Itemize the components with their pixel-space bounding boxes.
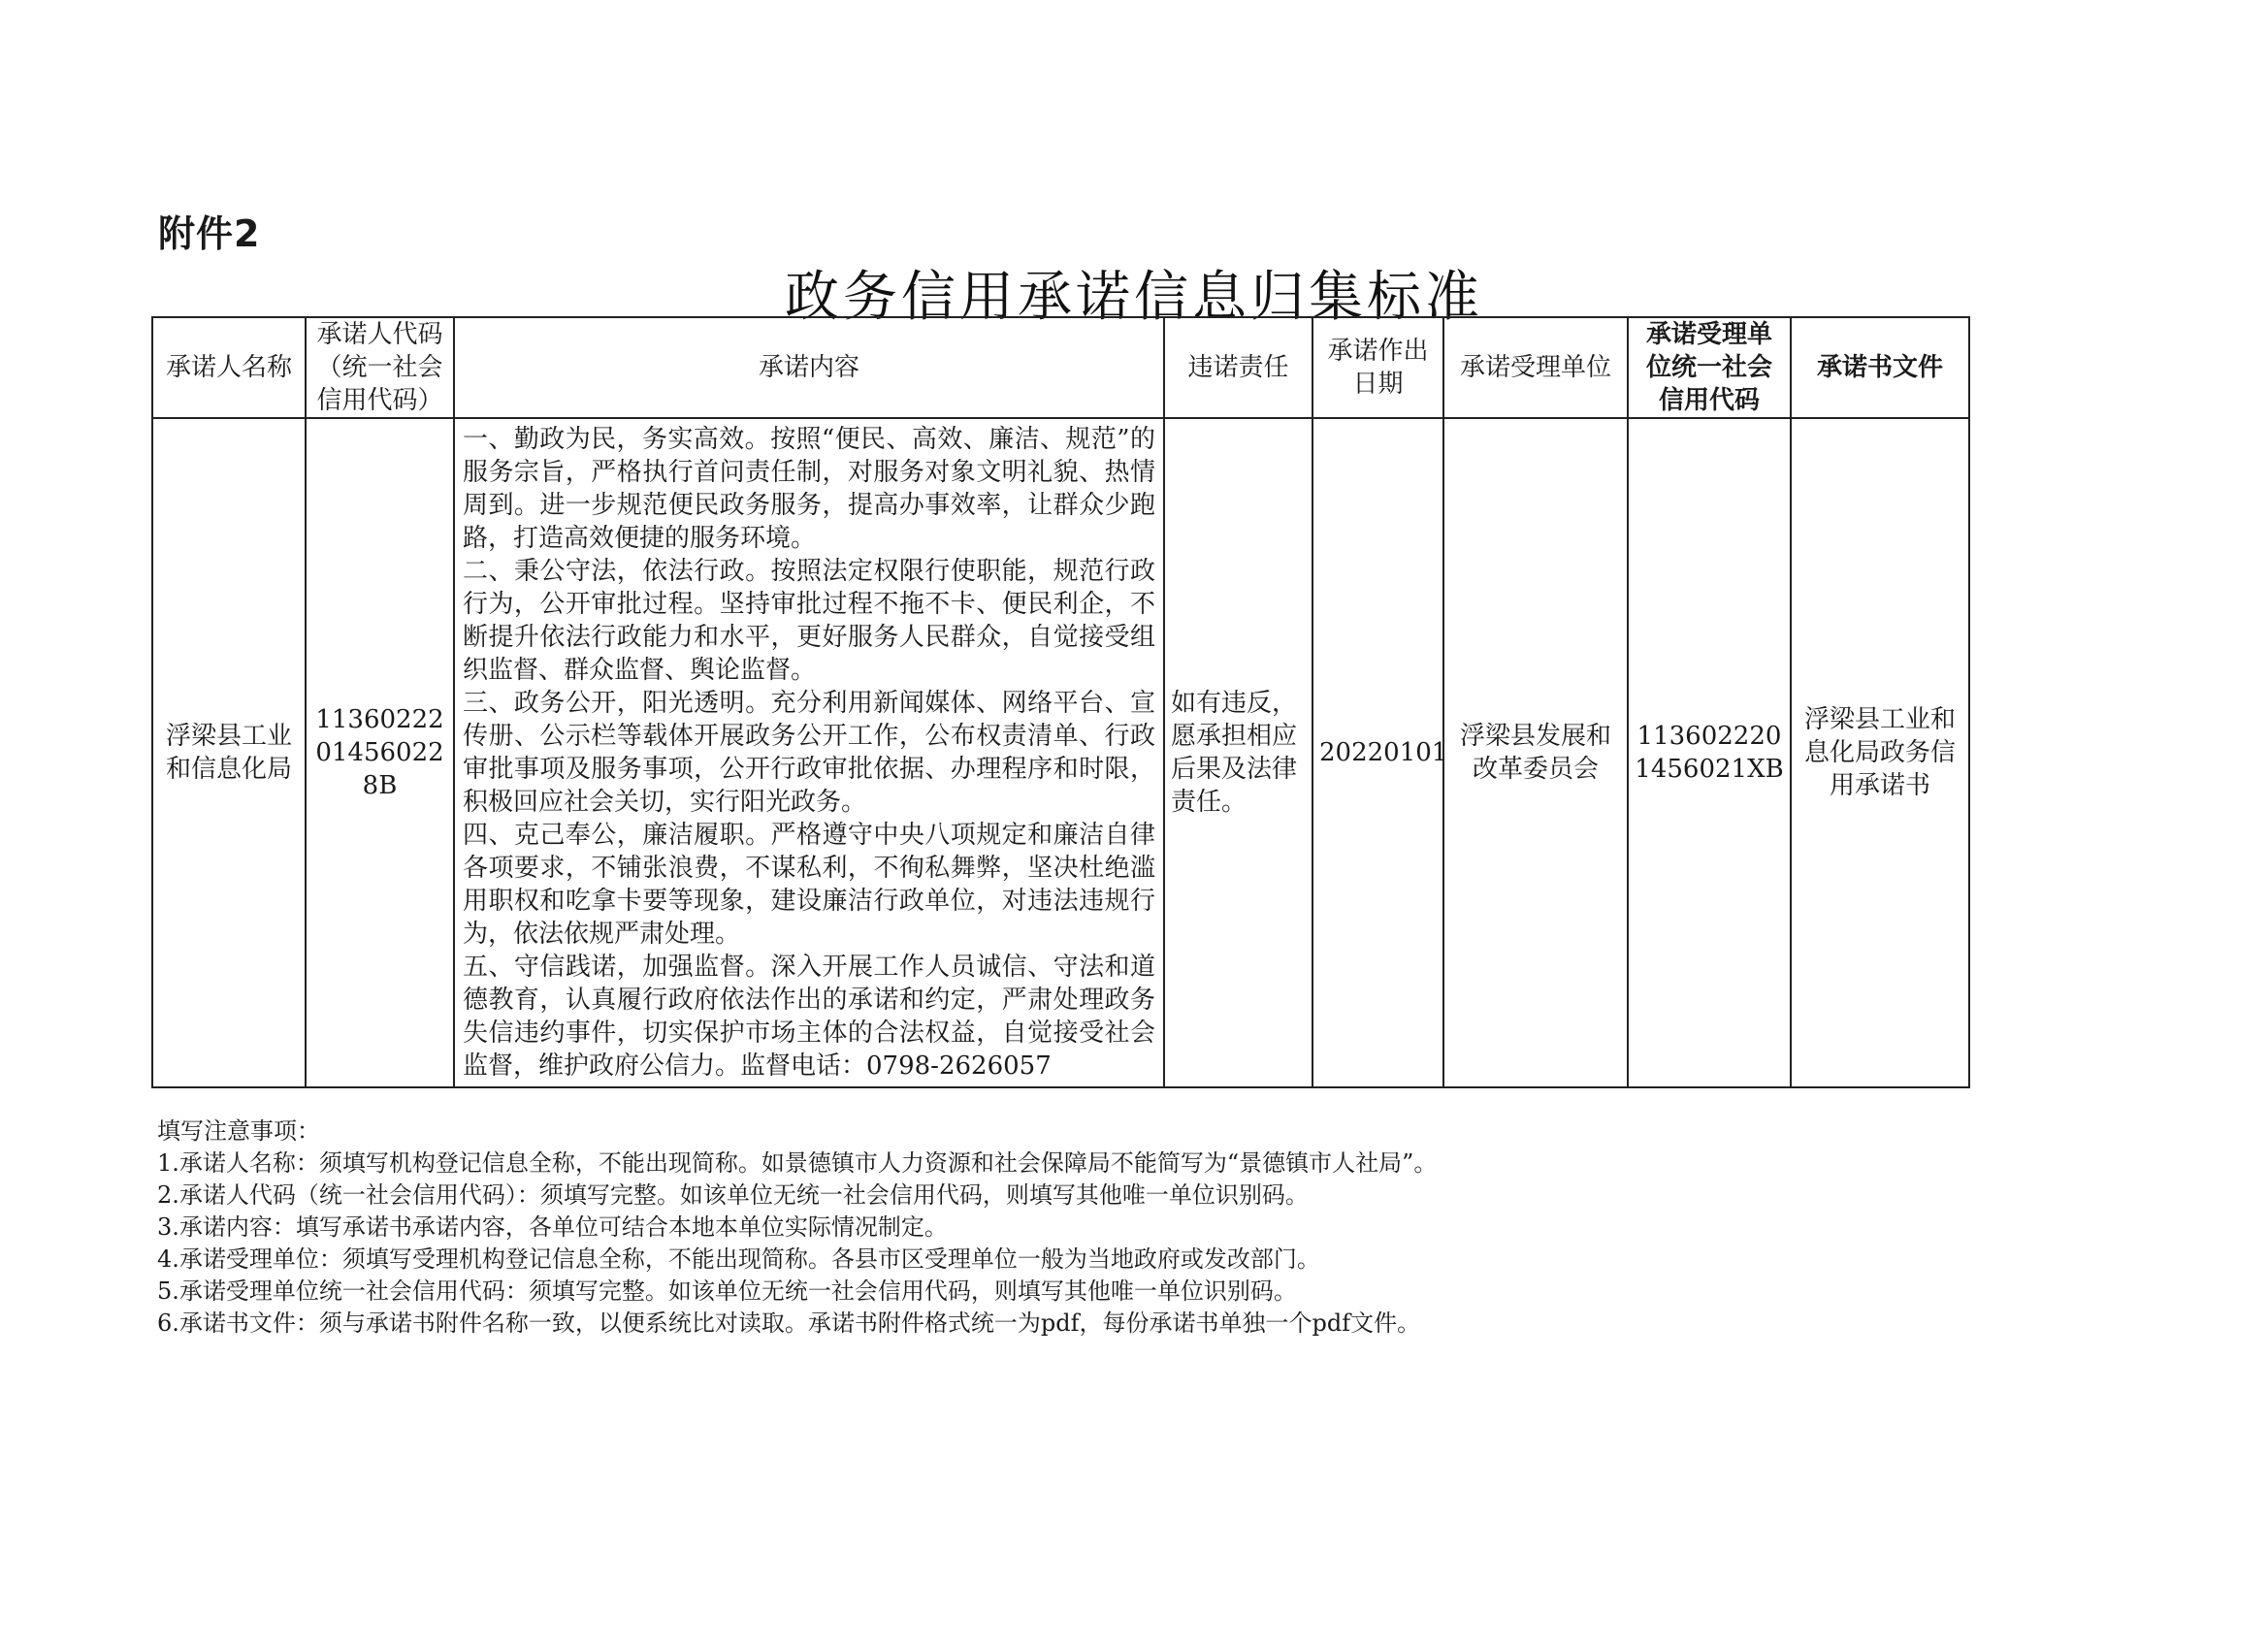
header-acceptor-code: 承诺受理单位统一社会信用代码 xyxy=(1628,317,1791,418)
cell-promisor-name: 浮梁县工业和信息化局 xyxy=(152,418,306,1087)
cell-liability: 如有违反，愿承担相应后果及法律责任。 xyxy=(1164,418,1312,1087)
content-paragraph-2: 二、秉公守法，依法行政。按照法定权限行使职能，规范行政行为，公开审批过程。坚持审批过程不拖不卡、便民利企，不断提升依法行政能力和水平，更好服务人民群众，自觉接受组织监督、群众监督、舆论监督。 xyxy=(463,557,1155,685)
content-paragraph-3: 三、政务公开，阳光透明。充分利用新闻媒体、网络平台、宣传册、公示栏等载体开展政务公开工作，公布权责清单、行政审批事项及服务事项，公开行政审批依据、办理程序和时限，积极回应社会关切，实行阳光政务。 xyxy=(463,689,1155,817)
cell-acceptor: 浮梁县发展和改革委员会 xyxy=(1443,418,1628,1087)
table-header-row xyxy=(152,317,1969,418)
header-promisor-name: 承诺人名称 xyxy=(152,317,306,418)
header-date: 承诺作出日期 xyxy=(1312,317,1443,418)
note-item-6: 6.承诺书文件：须与承诺书附件名称一致，以便系统比对读取。承诺书附件格式统一为pdf，每份承诺书单独一个pdf文件。 xyxy=(157,1310,1421,1337)
note-item-5: 5.承诺受理单位统一社会信用代码：须填写完整。如该单位无统一社会信用代码，则填写其他唯一单位识别码。 xyxy=(157,1277,1297,1305)
note-item-1: 1.承诺人名称：须填写机构登记信息全称，不能出现简称。如景德镇市人力资源和社会保障局不能简写为“景德镇市人社局”。 xyxy=(157,1149,1438,1177)
header-acceptor: 承诺受理单位 xyxy=(1443,317,1628,418)
standard-table xyxy=(151,316,1970,1088)
note-item-2: 2.承诺人代码（统一社会信用代码）：须填写完整。如该单位无统一社会信用代码，则填写其他唯一单位识别码。 xyxy=(157,1181,1309,1209)
content-paragraph-5: 五、守信践诺，加强监督。深入开展工作人员诚信、守法和道德教育，认真履行政府依法作出的承诺和约定，严肃处理政务失信违约事件，切实保护市场主体的合法权益，自觉接受社会监督，维护政府公信力。监督电话：0798-2626057 xyxy=(463,953,1155,1081)
cell-date: 20220101 xyxy=(1312,418,1443,1087)
document-title: 政务信用承诺信息归集标准 xyxy=(785,266,1483,329)
header-content: 承诺内容 xyxy=(454,317,1164,418)
note-item-3: 3.承诺内容：填写承诺书承诺内容，各单位可结合本地本单位实际情况制定。 xyxy=(157,1213,948,1241)
content-paragraph-1: 一、勤政为民，务实高效。按照“便民、高效、廉洁、规范”的服务宗旨，严格执行首问责任制，对服务对象文明礼貌、热情周到。进一步规范便民政务服务，提高办事效率，让群众少跑路，打造高效便捷的服务环境。 xyxy=(463,425,1155,553)
note-item-4: 4.承诺受理单位：须填写受理机构登记信息全称，不能出现简称。各县市区受理单位一般为当地政府或发改部门。 xyxy=(157,1245,1320,1273)
content-paragraph-4: 四、克己奉公，廉洁履职。严格遵守中央八项规定和廉洁自律各项要求，不铺张浪费，不谋私利，不徇私舞弊，坚决杜绝滥用职权和吃拿卡要等现象，建设廉洁行政单位，对违法违规行为，依法依规严肃处理。 xyxy=(463,821,1155,949)
table-row xyxy=(152,418,1969,1087)
cell-acceptor-code: 1136022201456021XB xyxy=(1628,418,1791,1087)
cell-promisor-code: 11360222014560228B xyxy=(306,418,454,1087)
cell-file: 浮梁县工业和息化局政务信用承诺书 xyxy=(1791,418,1969,1087)
attachment-label: 附件2 xyxy=(158,212,261,255)
header-file: 承诺书文件 xyxy=(1791,317,1969,418)
filling-notes xyxy=(157,1116,1437,1340)
notes-heading: 填写注意事项： xyxy=(157,1117,320,1145)
header-promisor-code: 承诺人代码（统一社会信用代码） xyxy=(306,317,454,418)
cell-content xyxy=(454,418,1164,1087)
header-liability: 违诺责任 xyxy=(1164,317,1312,418)
